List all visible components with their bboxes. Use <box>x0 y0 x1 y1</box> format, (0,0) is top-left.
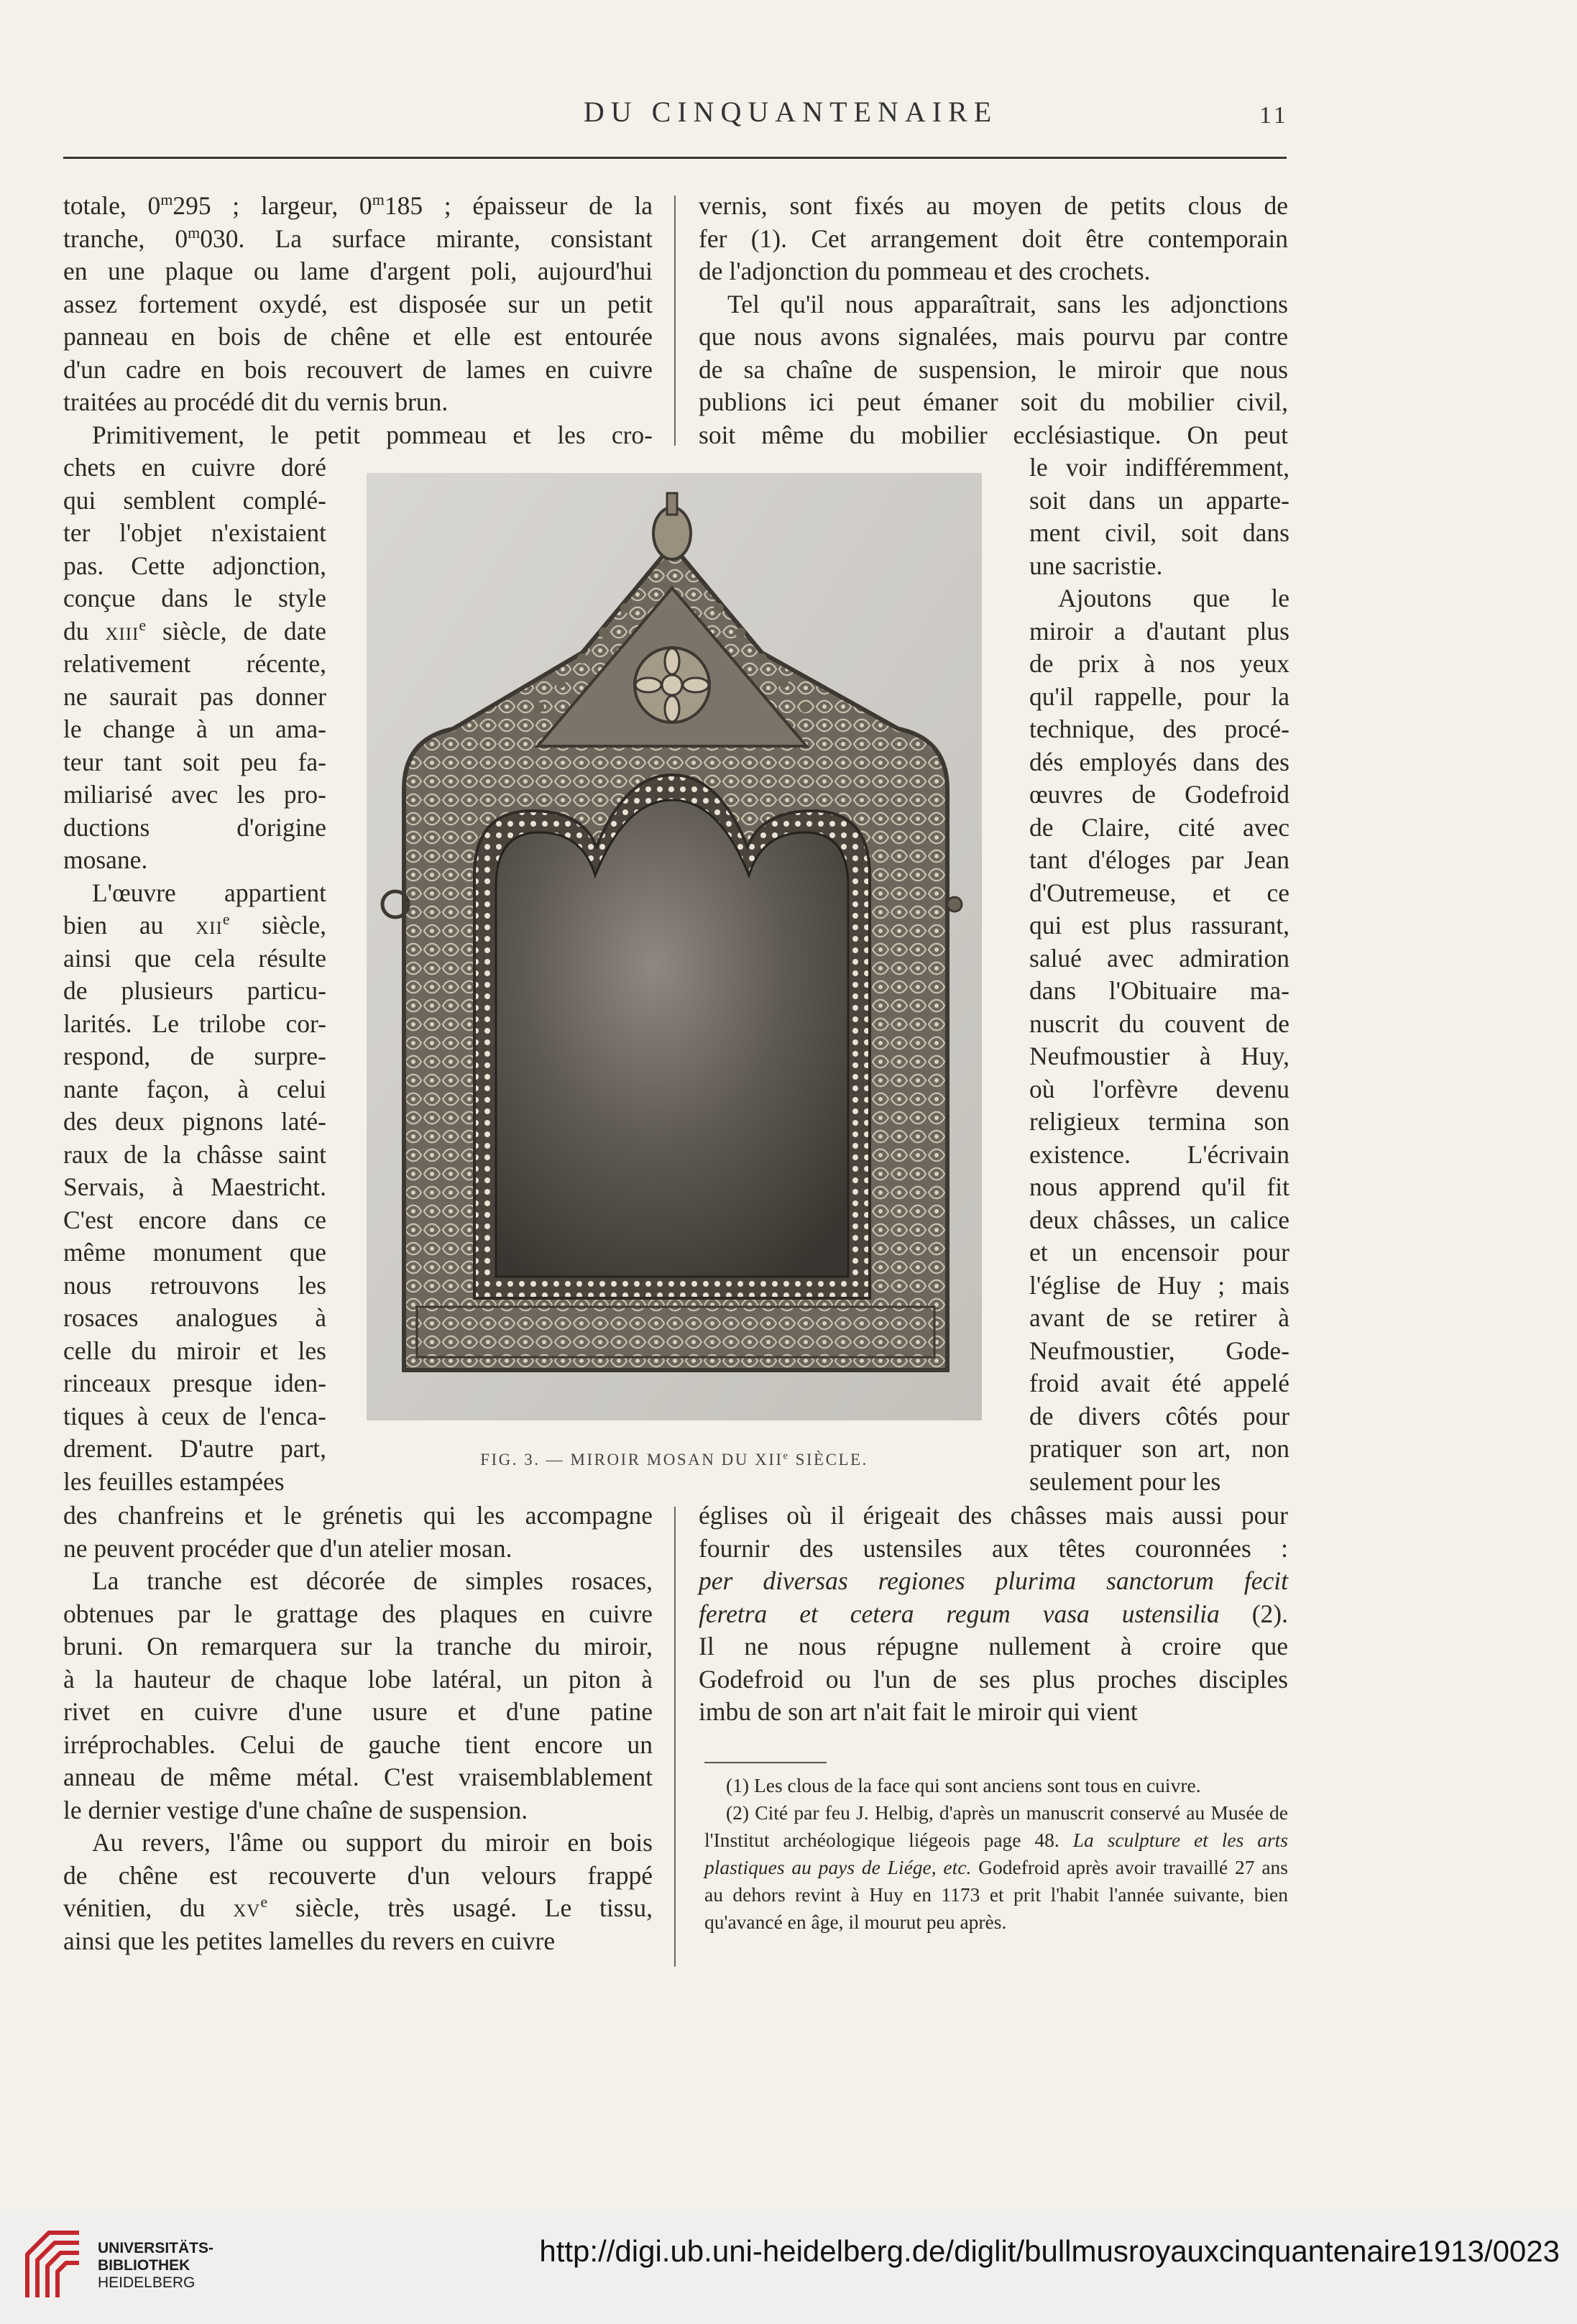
footnote-1: (1) Les clous de la face qui sont anciens sont tous en cuivre. <box>726 1774 1201 1796</box>
text-line: de Claire, cité avec <box>1029 812 1289 842</box>
text-line: de chêne est recouverte d'un velours frappé <box>63 1860 653 1890</box>
library-name-line: UNIVERSITÄTS- <box>98 2240 214 2256</box>
text-line: le change à un ama- <box>63 715 326 743</box>
text-line: miroir a d'autant plus <box>1029 616 1289 646</box>
text-line: larités. Le trilobe cor- <box>63 1009 326 1038</box>
right-column-narrow <box>1029 451 1289 1498</box>
footnote-rule <box>704 1762 827 1763</box>
text-line: rinceaux presque iden- <box>63 1369 326 1397</box>
text-line: pratiquer son art, non <box>1029 1434 1289 1463</box>
text-line: Neufmoustier, Gode- <box>1029 1336 1289 1365</box>
text-line: Au revers, l'âme ou support du miroir en bois <box>92 1828 653 1857</box>
text-line: totale, 0$^m$295 ; largeur, 0$^m$185 ; épaisseur de la <box>63 190 653 220</box>
text-line: publions ici peut émaner soit du mobilier civil, <box>699 387 1288 416</box>
text-line: nous retrouvons les <box>63 1270 326 1300</box>
text-line: qu'il rappelle, pour la <box>1029 681 1289 711</box>
text-line: nuscrit du couvent de <box>1029 1009 1289 1038</box>
left-column-bottom <box>63 1499 653 1957</box>
text-line: ne saurait pas donner <box>63 681 326 711</box>
mosan-mirror-image <box>367 473 982 1420</box>
text-line: existence. L'écrivain <box>1029 1139 1289 1169</box>
text-line: des deux pignons laté- <box>63 1107 326 1136</box>
text-line: bruni. On remarquera sur la tranche du miroir, <box>63 1632 653 1661</box>
text-line: des chanfreins et le grénetis qui les accompagne <box>63 1501 653 1530</box>
text-line: d'Outremeuse, et ce <box>1029 878 1289 907</box>
text-line: irréprochables. Celui de gauche tient encore un <box>63 1730 653 1759</box>
text-line: technique, des procé- <box>1029 715 1289 743</box>
source-url-link[interactable]: http://digi.ub.uni-heidelberg.de/diglit/bullmusroyauxcinquantenaire1913/0023 <box>539 2234 1560 2268</box>
text-line: rivet en cuivre d'une usure et d'une patine <box>63 1697 653 1726</box>
text-line: teur tant soit peu fa- <box>63 747 326 776</box>
header-rule <box>63 157 1287 159</box>
text-line: le dernier vestige d'une chaîne de suspension. <box>63 1795 528 1824</box>
text-line: celle du miroir et les <box>63 1336 326 1365</box>
text-line: soit dans un apparte- <box>1029 485 1289 515</box>
text-line: de sa chaîne de suspension, le miroir que nous <box>699 354 1288 384</box>
text-line: tant d'éloges par Jean <box>1029 845 1289 874</box>
text-line: et un encensoir pour <box>1029 1238 1289 1267</box>
text-line: drement. D'autre part, <box>63 1434 326 1463</box>
footnotes <box>704 1772 1288 1936</box>
text-line: imbu de son art n'ait fait le miroir qui vient <box>699 1697 1138 1726</box>
library-logo-icon <box>20 2226 86 2305</box>
text-line: L'œuvre appartient <box>92 878 326 907</box>
column-divider-top <box>674 196 676 446</box>
figure-caption: FIG. 3. — MIROIR MOSAN DU XIIe SIÈCLE. <box>480 1450 868 1469</box>
text-line: rosaces analogues à <box>63 1303 326 1332</box>
text-line: une sacristie. <box>1029 551 1163 580</box>
text-line: vénitien, du $xv^e$ siècle, très usagé. Le tissu, <box>63 1893 653 1922</box>
text-line: églises où il érigeait des châsses mais aussi pour <box>699 1501 1288 1530</box>
text-line: dés employés dans des <box>1029 747 1289 776</box>
text-line: Godefroid ou l'un de ses plus proches disciples <box>699 1664 1288 1694</box>
library-name <box>98 2240 213 2292</box>
text-line: que nous avons signalées, mais pourvu par contre <box>699 322 1288 351</box>
text-line: per diversas regiones plurima sanctorum fecit <box>699 1566 1288 1595</box>
text-line: à la hauteur de chaque lobe latéral, un piton à <box>63 1664 653 1694</box>
text-line: respond, de surpre- <box>63 1042 326 1070</box>
text-line: seulement pour les <box>1029 1466 1221 1496</box>
text-line: Servais, à Maestricht. <box>63 1172 326 1201</box>
text-line: nous apprend qu'il fit <box>1029 1172 1289 1201</box>
text-line: obtenues par le grattage des plaques en cuivre <box>63 1599 653 1628</box>
text-line: de divers côtés pour <box>1029 1401 1289 1430</box>
text-line: feretra et cetera regum vasa ustensilia (2). <box>699 1599 1288 1628</box>
text-line: ne peuvent procéder que d'un atelier mosan. <box>63 1533 512 1563</box>
text-line: C'est encore dans ce <box>63 1205 326 1234</box>
text-line: où l'orfèvre devenu <box>1029 1074 1289 1103</box>
library-name-line: BIBLIOTHEK <box>98 2257 190 2274</box>
text-line: l'église de Huy ; mais <box>1029 1270 1289 1300</box>
text-line: traitées au procédé dit du vernis brun. <box>63 387 449 416</box>
text-line: fer (1). Cet arrangement doit être contemporain <box>699 224 1288 253</box>
left-column-top <box>63 190 653 451</box>
text-line: assez fortement oxydé, est disposée sur un petit <box>63 289 653 318</box>
text-line: Primitivement, le petit pommeau et les cro- <box>92 420 653 449</box>
text-line: salué avec admiration <box>1029 943 1289 973</box>
text-line: religieux termina son <box>1029 1107 1289 1136</box>
mirror-photograph <box>367 473 982 1420</box>
text-line: qui semblent complé- <box>63 485 326 515</box>
page-number: 11 <box>1259 102 1289 129</box>
column-divider-bottom <box>674 1507 676 1967</box>
text-line: œuvres de Godefroid <box>1029 780 1289 809</box>
text-line: panneau en bois de chêne et elle est entourée <box>63 322 653 351</box>
right-column-bottom <box>699 1499 1288 1729</box>
text-line: Tel qu'il nous apparaîtrait, sans les adjonctions <box>727 289 1288 318</box>
text-line: les feuilles estampées <box>63 1466 285 1496</box>
text-line: qui est plus rassurant, <box>1029 911 1289 940</box>
text-line: tiques à ceux de l'enca- <box>63 1401 326 1430</box>
text-line: La tranche est décorée de simples rosaces, <box>92 1566 653 1595</box>
text-line: miliarisé avec les pro- <box>63 780 326 809</box>
text-line: de prix à nos yeux <box>1029 649 1289 678</box>
running-header-title: DU CINQUANTENAIRE <box>583 96 998 128</box>
library-name-line: HEIDELBERG <box>98 2274 196 2291</box>
text-line: nante façon, à celui <box>63 1074 326 1103</box>
text-line: Neufmoustier à Huy, <box>1029 1042 1289 1070</box>
text-line: chets en cuivre doré <box>63 453 326 482</box>
footnote-2: (2) Cité par feu J. Helbig, d'après un manuscrit conservé au Musée de l'Institut archéologique liégeois page 48. La sculpture et les arts plastiques au pays de Liége, etc. Godefroid après avoir travaillé 27 ans au dehors revint à Huy en 1173 et prit l'habit l'année suivante, bien qu'avancé en âge, il mourut peu après. <box>704 1801 1288 1933</box>
left-column-narrow <box>63 451 326 1498</box>
text-line: anneau de même métal. C'est vraisemblablement <box>63 1763 653 1791</box>
text-line: vernis, sont fixés au moyen de petits clous de <box>699 191 1288 220</box>
text-line: dans l'Obituaire ma- <box>1029 976 1289 1005</box>
right-column-top <box>699 190 1288 451</box>
text-line: ter l'objet n'existaient <box>63 518 326 547</box>
text-line: mosane. <box>63 845 148 874</box>
text-line: soit même du mobilier ecclésiastique. On peut <box>699 420 1288 449</box>
text-line: tranche, 0$^m$030. La surface mirante, consistant <box>63 223 653 253</box>
text-line: même monument que <box>63 1238 326 1267</box>
text-line: avant de se retirer à <box>1029 1303 1289 1332</box>
text-line: Il ne nous répugne nullement à croire que <box>699 1632 1288 1661</box>
text-line: de l'adjonction du pommeau et des crochets. <box>699 257 1151 285</box>
text-line: ductions d'origine <box>63 812 326 842</box>
text-line: du xiii$^e$ siècle, de date <box>63 615 326 646</box>
text-line: raux de la châsse saint <box>63 1139 326 1169</box>
text-line: de plusieurs particu- <box>63 976 326 1005</box>
text-line: ainsi que les petites lamelles du revers en cuivre <box>63 1926 556 1955</box>
text-line: conçue dans le style <box>63 584 326 612</box>
text-line: bien au xii$^e$ siècle, <box>63 910 326 940</box>
text-line: en une plaque ou lame d'argent poli, aujourd'hui <box>63 257 653 285</box>
text-line: le voir indifféremment, <box>1029 453 1289 482</box>
text-line: fournir des ustensiles aux têtes couronnées : <box>699 1533 1288 1563</box>
text-line: relativement récente, <box>63 649 326 678</box>
text-line: d'un cadre en bois recouvert de lames en cuivre <box>63 354 653 384</box>
text-line: Ajoutons que le <box>1058 584 1289 612</box>
text-line: ainsi que cela résulte <box>63 943 326 973</box>
text-line: deux châsses, un calice <box>1029 1205 1289 1234</box>
text-line: froid avait été appelé <box>1029 1369 1289 1397</box>
text-line: pas. Cette adjonction, <box>63 551 326 580</box>
text-line: ment civil, soit dans <box>1029 518 1289 547</box>
